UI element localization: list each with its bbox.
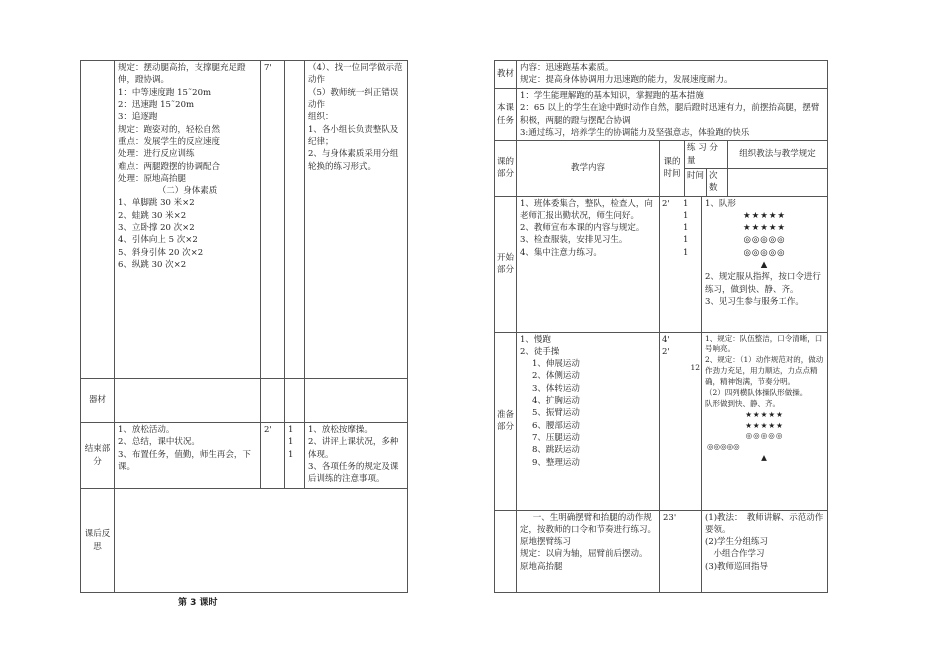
prep-time-count [660, 332, 702, 510]
material-row [495, 61, 828, 89]
reflection-label: 课后反思 [81, 489, 115, 593]
prep-row [495, 332, 828, 510]
sprint-organization-cell: （4）、找一位同学做示范动作 （5）教师统一纠正错误动作 组织： 1、各小组长负责整队及纪律； 2、与身体素质采用分组轮换的练习形式。 [305, 61, 408, 379]
formation-row: ◎◎◎◎◎ [707, 442, 740, 452]
start-counts: 1 1 1 1 1 [682, 198, 689, 258]
material-cell: 内容：迅速跑基本素质。 规定：提高身体协调用力迅速跑的能力，发展速度耐力。 [517, 61, 828, 89]
right-page [494, 60, 828, 593]
start-row [495, 196, 828, 332]
header-content: 教学内容 [517, 141, 660, 196]
header-amount: 练 习 分量 [685, 141, 728, 168]
formation-row: ★★★★★ [742, 223, 787, 234]
tasks-cell: 1：学生能理解跑的基本知识，掌握跑的基本措施 2：65 以上的学生在途中跑时动作自然，腿后蹬时迅速有力，前摆抬高腿，摆臂积极，两腿的蹬与摆配合协调 3:通过练习，培养学生的协调能力及坚强意志，体验跑的快乐 [517, 89, 828, 141]
sprint-time: 7' [261, 61, 285, 379]
ending-row [81, 423, 408, 489]
sprint-row [81, 61, 408, 379]
basic-time: 23' [660, 510, 702, 592]
formation-row: ◎◎◎◎◎ [743, 247, 786, 258]
basic-organization-cell: (1)教法： 教师讲解、示范动作要领。 (2)学生分组练习 小组合作学习 (3)教师巡回指导 [702, 510, 828, 592]
teacher-marker: ▲ [760, 260, 769, 271]
prep-content-cell: 1、慢跑 2、徒手操 1、伸展运动 2、体侧运动 3、体转运动 4、扩胸运动 5、振臂运动 6、腰部运动 7、压腿运动 8、跳跃运动 9、整理运动 [517, 332, 660, 510]
prep-count: 12 [690, 363, 700, 373]
start-organization-cell: 1、队形 ★★★★★ ★★★★★ ◎◎◎◎◎ ◎◎◎◎◎ ▲ 2、规定服从指挥，按口令进行练习，做到快、静、齐。 3、见习生参与服务工作。 [702, 196, 828, 332]
header-amount-group [685, 141, 828, 169]
prep-time: 2' [662, 346, 670, 357]
prep-time: 4' [662, 334, 670, 345]
reflection-cell [115, 489, 408, 593]
material-label: 教材 [495, 61, 517, 89]
start-content-cell: 1、班体委集合，整队，检查人，向老师汇报出勤状况，师生问好。 2、教师宣布本课的内容与规定。 3、检查服装，安排见习生。 4、集中注意力练习。 [517, 196, 660, 332]
ending-content-cell: 1、放松活动。 2、总结，课中状况。 3、布置任务，值勤，师生再会，下课。 [115, 423, 261, 489]
ending-counts: 1 1 1 [285, 423, 305, 489]
prep-part-label: 准备部分 [495, 332, 517, 510]
teacher-marker: ▲ [761, 453, 768, 463]
equipment-label: 器材 [81, 379, 115, 423]
basic-row [495, 510, 828, 592]
ending-part-label: 结束部分 [81, 423, 115, 489]
reflection-row [81, 489, 408, 593]
sprint-count [285, 61, 305, 379]
lesson-number-footer: 第 3 课时 [178, 598, 218, 608]
equipment-row [81, 379, 408, 423]
start-part-label: 开始部分 [495, 196, 517, 332]
basic-content-cell: 一、生明确摆臂和抬腿的动作规定，按教师的口令和节奏进行练习。 原地摆臂练习 规定：以肩为轴，屈臂前后摆动。 原地高抬腿 [517, 510, 660, 592]
formation-row: ◎◎◎◎◎ [743, 235, 786, 246]
prep-organization-cell: 1、规定：队伍整洁，口令清晰，口号响亮。 2、规定：（1）动作规范对的，做动作劲力充足，用力顺达，力点点精确，精神饱满，节奏分明。 （2）四列横队体操队形做操。 队形做到快、静、齐。 ★★★★★ ★★★★★ ◎◎◎◎◎ ◎◎◎◎◎ ▲ [702, 332, 828, 510]
tasks-label: 本课任务 [495, 89, 517, 141]
header-row-1 [495, 141, 828, 169]
header-time: 课的时间 [660, 141, 685, 196]
formation-row: ◎◎◎◎◎ [745, 431, 784, 441]
ending-organization-cell: 1、放松按摩操。 2、讲评上课状况，多种体现。 3、各项任务的规定及课后训练的注意事项。 [305, 423, 408, 489]
sprint-content-cell: 规定：摆动腿高抬，支撑腿充足蹬 伸，蹬协调。 1：中等速度跑 15˜20m 2：迅速跑 15˜20m 3：追逐跑 规定：跑姿对的，轻松自然 重点：发展学生的反应速度 处理：进行反应训练 难点：两腿蹬摆的协调配合 处理：原地高抬腿 （二）身体素质 1、单脚跳 30 米×2 2、蛙跳 30 米×2 3、立卧撑 20 次×2 4、引体向上 5 次×2 5、斜身引体 20 次×2 6、纵跳 30 次×2 [115, 61, 261, 379]
header-count: 次数 [707, 169, 728, 196]
formation-row: ★★★★★ [745, 420, 784, 430]
start-time-count [660, 196, 702, 332]
header-time-sub: 时间 [685, 169, 707, 196]
header-part: 课的部分 [495, 141, 517, 196]
formation-row: ★★★★★ [742, 210, 787, 221]
tasks-row [495, 89, 828, 141]
formation-row: ★★★★★ [745, 409, 784, 419]
header-organization: 组织教法与教学规定 [739, 149, 816, 160]
left-page [80, 60, 408, 593]
right-lesson-table [494, 60, 828, 593]
left-lesson-table [80, 60, 408, 593]
ending-time: 2' [261, 423, 285, 489]
start-time: 2' [662, 198, 670, 209]
part-cell-empty [81, 61, 115, 379]
